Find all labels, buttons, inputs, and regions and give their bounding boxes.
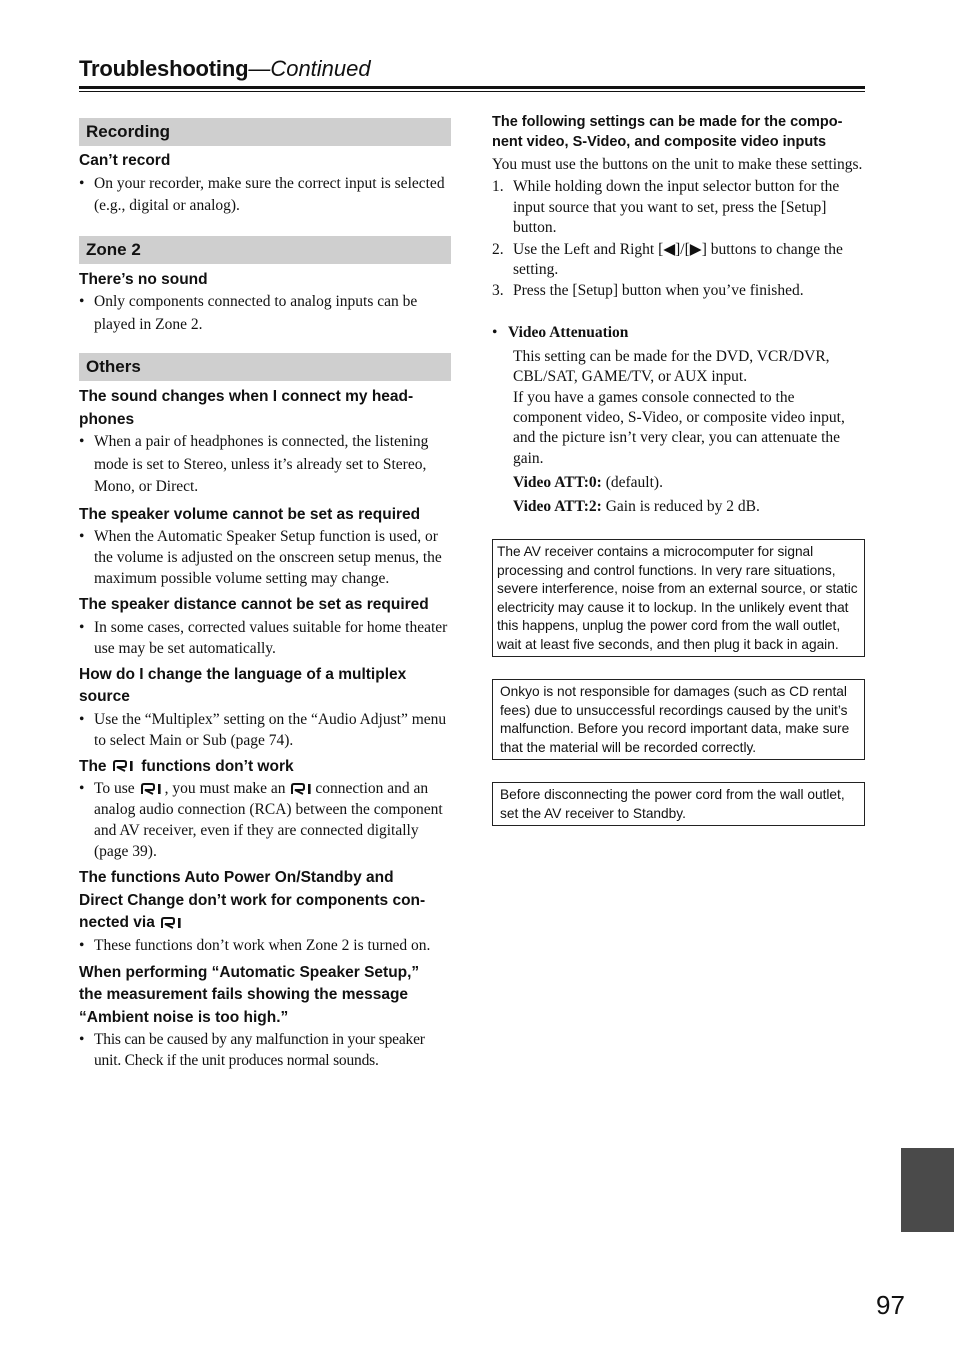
section-tab (901, 1148, 954, 1232)
section-heading-zone2: Zone 2 (79, 236, 451, 264)
answer-speaker-distance: • In some cases, corrected values suitable for home theater use may be set automatically. (79, 618, 448, 657)
question-multiplex: How do I change the language of a multiplex source (79, 665, 407, 705)
header-rule-thick (79, 86, 865, 89)
settings-heading: The following settings can be made for the compo- nent video, S-Video, and composite video inputs (492, 114, 843, 150)
question-headphones: The sound changes when I connect my head- phones (79, 388, 414, 428)
header-rule-thin (79, 91, 865, 92)
settings-intro: You must use the buttons on the unit to make these settings. (492, 156, 863, 173)
answer-speaker-volume: • When the Automatic Speaker Setup function is used, or the volume is adjusted on the onscreen setup menus, the maximum possible volume setting may change. (79, 528, 442, 587)
header-continued: —Continued (248, 56, 371, 81)
notice-onkyo-liability: Onkyo is not responsible for damages (such as CD rental fees) due to unsuccessful recordings caused by the unit’s malfunction. Before you record important data, make sure that the material will be recorded correctly. (492, 679, 865, 760)
question-cant-record: Can’t record (79, 152, 171, 169)
page-number: 97 (876, 1290, 905, 1320)
answer-headphones: • When a pair of headphones is connected, the listening mode is set to Stereo, unless it’s already set to Stereo, Mono, or Direct. (79, 433, 429, 495)
section-heading-recording: Recording (79, 118, 451, 146)
left-column (79, 118, 451, 1071)
question-no-sound: There’s no sound (79, 270, 208, 288)
answer-ri-functions: • To use , you must make an connection and an analog audio connection (RCA) between the component and AV receiver, even if they are connected digitally (page 39). (79, 780, 443, 860)
question-ambient-noise: When performing “Automatic Speaker Setup,” the measurement fails showing the message “Ambient noise is too high.” (79, 963, 420, 1026)
answer-multiplex: • Use the “Multiplex” setting on the “Audio Adjust” menu to select Main or Sub (page 74). (79, 710, 447, 749)
question-speaker-volume: The speaker volume cannot be set as required (79, 505, 421, 523)
video-att-0: Video ATT:0: (default). (513, 473, 663, 491)
header-title: Troubleshooting (79, 56, 249, 81)
section-heading-others: Others (79, 353, 451, 381)
video-attenuation-label: • Video Attenuation (492, 324, 629, 342)
question-speaker-distance: The speaker distance cannot be set as required (79, 596, 429, 613)
step-3: 3. Press the [Setup] button when you’ve finished. (492, 281, 804, 299)
answer-ambient-noise: • This can be caused by any malfunction in your speaker unit. Check if the unit produces normal sounds. (79, 1031, 425, 1069)
answer-no-sound: • Only components connected to analog inputs can be played in Zone 2. (79, 293, 418, 333)
answer-auto-power: • These functions don’t work when Zone 2 is turned on. (79, 936, 431, 954)
step-1: 1. While holding down the input selector button for the input source that you want to set, press the [Setup] button. (492, 178, 840, 236)
answer-cant-record: • On your recorder, make sure the correct input is selected (e.g., digital or analog). (79, 174, 445, 214)
page-header (79, 56, 865, 82)
notice-microcomputer: The AV receiver contains a microcomputer for signal processing and control functions. In very rare situations, severe interference, noise from an external source, or static electricity may cause it to lockup. In the unlikely event that this happens, unplug the power cord from the wall outlet, wait at least five seconds, and then plug it back in again. (492, 539, 865, 657)
step-2: 2. Use the Left and Right [◀]/[▶] buttons to change the setting. (492, 241, 843, 279)
ri-logo-icon (161, 917, 183, 929)
ri-logo-icon (113, 760, 135, 772)
video-attenuation-text-2: If you have a games console connected to the component video, S-Video, or composite video input, and the picture isn’t very clear, you can attenuate the gain. (513, 388, 845, 467)
right-column (492, 113, 865, 826)
ri-logo-icon (291, 783, 313, 795)
ri-logo-icon (141, 783, 163, 795)
notice-power-cord: Before disconnecting the power cord from the wall outlet, set the AV receiver to Standby. (492, 782, 865, 826)
question-auto-power: The functions Auto Power On/Standby and Direct Change don’t work for components con- nected via (79, 869, 426, 931)
video-attenuation-text-1: This setting can be made for the DVD, VCR/DVR, CBL/SAT, GAME/TV, or AUX input. (513, 348, 830, 386)
video-att-2: Video ATT:2: Gain is reduced by 2 dB. (513, 498, 760, 516)
question-ri-functions: The functions don’t work (79, 757, 294, 775)
